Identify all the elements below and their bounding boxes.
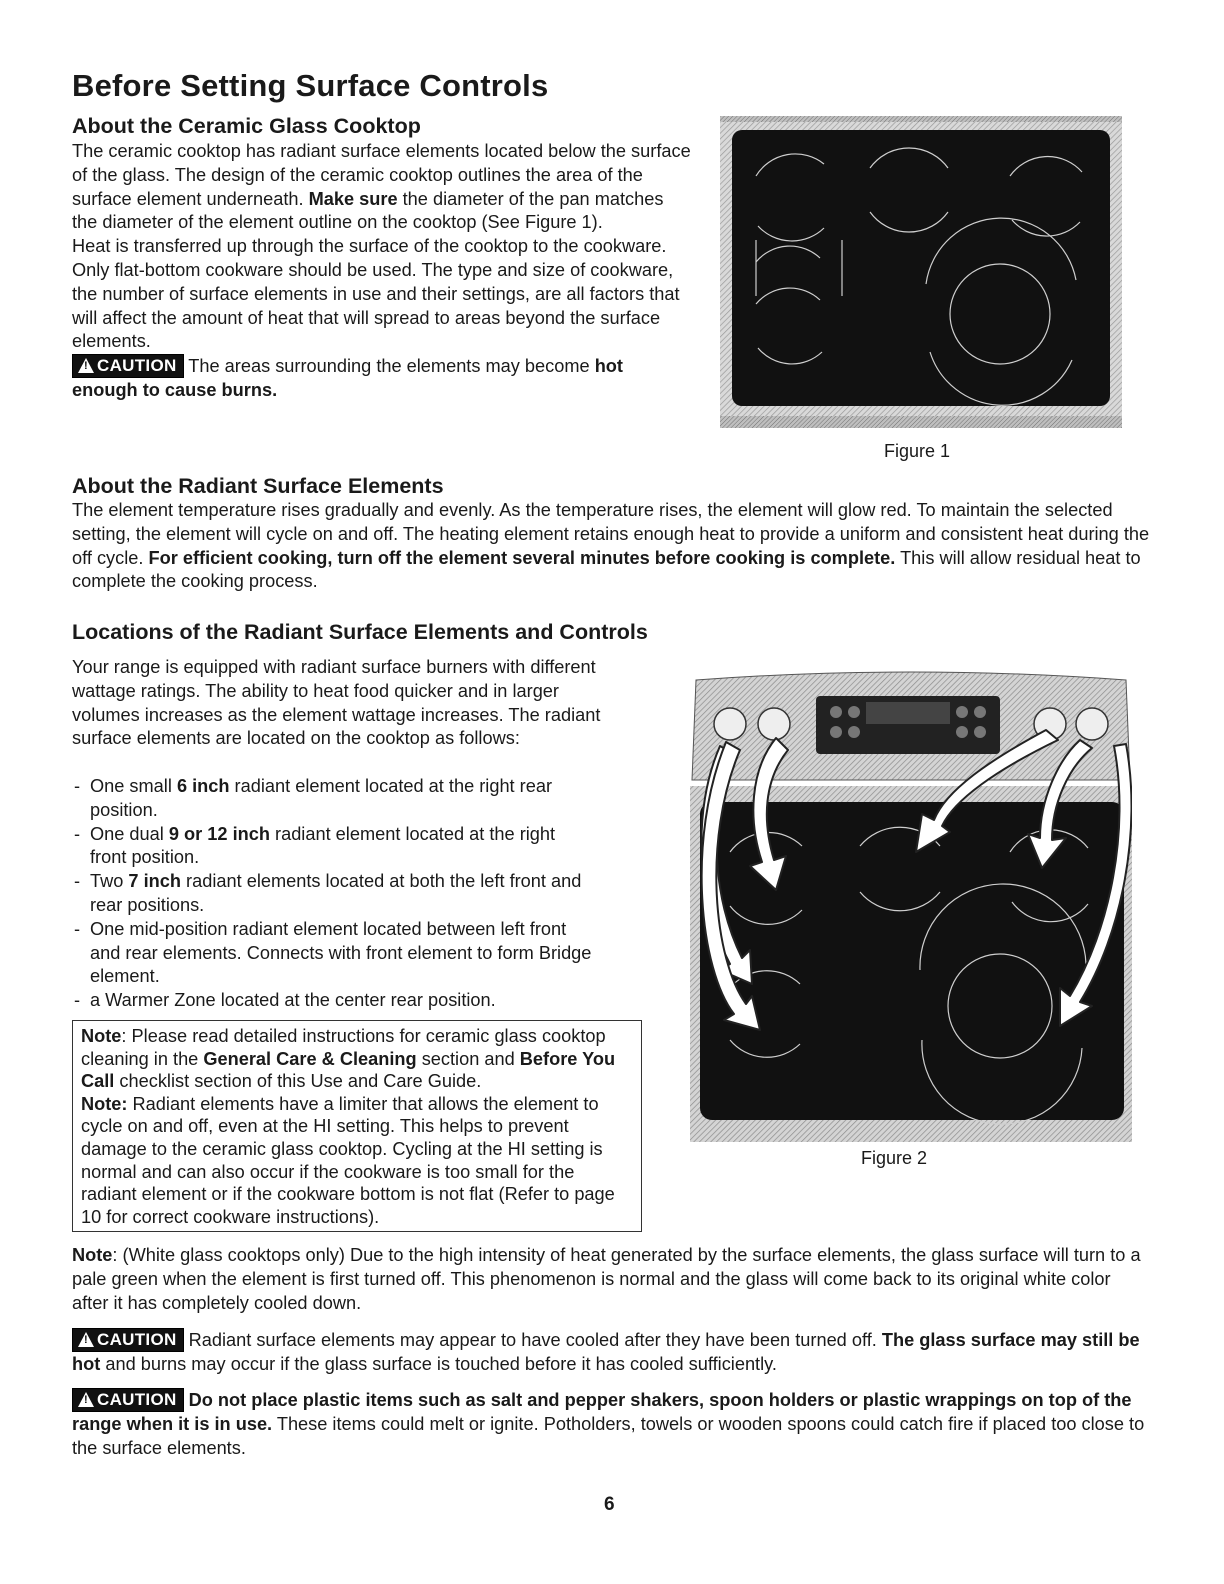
- bold-text: For efficient cooking, turn off the element several minutes before cooking is complete.: [148, 547, 896, 568]
- paragraph-text: This will allow residual heat to complete the cooking process.: [72, 547, 1141, 592]
- warning-icon: [78, 358, 94, 373]
- list-item-bold: 7 inch: [128, 871, 181, 892]
- list-item-bold: 6 inch: [176, 776, 230, 796]
- section-heading-radiant-elements: About the Radiant Surface Elements: [72, 474, 444, 498]
- paragraph-text: the diameter of the pan matches the diameter of the element outline on the cooktop (See Figure 1).: [72, 188, 664, 233]
- list-item-text: Two: [90, 871, 129, 892]
- section-ceramic-cooktop-text: [72, 140, 692, 403]
- list-item-text: One mid-position radiant element located between left front and rear elements. Connects with front element to form Bridge element.: [90, 918, 592, 987]
- caution-bold-text: hot enough to cause burns.: [72, 356, 623, 400]
- warning-icon: [78, 1332, 94, 1347]
- caution-block-hot-surface: [72, 1328, 1152, 1377]
- list-item-text: radiant element located at the right rear position.: [90, 776, 553, 820]
- caution-bold-text: Do not place plastic items such as salt and pepper shakers, spoon holders or plastic wrappings on top of the range when it is in use.: [72, 1390, 1132, 1434]
- element-locations-list: [72, 775, 592, 1013]
- caution-block-plastic-items: [72, 1388, 1152, 1460]
- caution-label: CAUTION: [97, 1390, 177, 1409]
- page-title: Before Setting Surface Controls: [72, 68, 549, 103]
- list-item-bold: 9 or 12 inch: [168, 823, 270, 844]
- caution-text: Radiant surface elements may appear to have cooled after they have been turned off.: [183, 1330, 882, 1350]
- list-item-text: One small: [90, 776, 177, 796]
- figure-1-cooktop-image: [720, 116, 1122, 428]
- caution-badge: [72, 354, 184, 378]
- figure-1-caption: Figure 1: [884, 441, 951, 461]
- list-item: [72, 989, 592, 1013]
- paragraph-text: The ceramic cooktop has radiant surface elements located below the surface of the glass. The design of the ceramic cooktop outlines the area of the surface element underneath.: [72, 141, 691, 209]
- list-item: [72, 918, 592, 989]
- list-item: [72, 775, 592, 823]
- paragraph-text: Heat is transferred up through the surface of the cooktop to the cookware. Only flat-bottom cookware should be used. The type and size of cookware, the number of surface elements in use and their settings, are all factors that will affect the amount of heat that will spread to areas beyond the surface elements.: [72, 236, 680, 352]
- list-item-text: One dual: [90, 823, 169, 844]
- caution-badge: [72, 1388, 184, 1412]
- note-label: Note: [81, 1026, 122, 1046]
- caution-text: and burns may occur if the glass surface is touched before it has cooled sufficiently.: [100, 1353, 777, 1374]
- cleaning-note-box: [72, 1020, 642, 1232]
- note-text: : Please read detailed instructions for ceramic glass cooktop cleaning in the: [81, 1026, 606, 1069]
- page-number: 6: [604, 1494, 615, 1515]
- section-heading-ceramic-cooktop: About the Ceramic Glass Cooktop: [72, 114, 421, 138]
- note-text: : (White glass cooktops only) Due to the high intensity of heat generated by the surface elements, the glass surface will turn to a pale green when the element is first turned off. This phenomenon is normal and the glass will come back to its original white color after it has completely cooled down.: [72, 1245, 1141, 1313]
- list-item: [72, 823, 592, 871]
- figure-2-range-image: [690, 670, 1132, 1142]
- caution-label: CAUTION: [97, 1330, 177, 1349]
- caution-text: The areas surrounding the elements may become: [183, 356, 595, 377]
- section-heading-locations: Locations of the Radiant Surface Elements and Controls: [72, 620, 648, 644]
- list-item-text: a Warmer Zone located at the center rear position.: [90, 990, 496, 1011]
- section-locations-intro: Your range is equipped with radiant surface burners with different wattage ratings. The ability to heat food quicker and in larger volumes increases as the element wattage increases. The radiant surface elements are located on the cooktop as follows:: [72, 657, 601, 749]
- list-item: [72, 870, 592, 918]
- figure-2-caption: Figure 2: [861, 1148, 928, 1168]
- note-text: checklist section of this Use and Care Guide.: [114, 1071, 482, 1092]
- bold-text: Make sure: [308, 188, 398, 209]
- caution-label: CAUTION: [97, 356, 177, 376]
- list-item-text: radiant element located at the right front position.: [90, 823, 556, 868]
- note-bold: General Care & Cleaning: [203, 1048, 417, 1069]
- note-bold: Before You Call: [81, 1048, 616, 1092]
- caution-bold-text: The glass surface may still be hot: [72, 1330, 1140, 1374]
- paragraph-text: The element temperature rises gradually and evenly. As the temperature rises, the element will glow red. To maintain the selected setting, the element will cycle on and off. The heating element retains enough heat to provide a uniform and consistent heat during the off cycle.: [72, 500, 1150, 568]
- caution-badge: [72, 1328, 184, 1352]
- note-text: Radiant elements have a limiter that allows the element to cycle on and off, even at the HI setting. This helps to prevent damage to the ceramic glass cooktop. Cycling at the HI setting is normal and can also occur if the cookware is too small for the radiant element or if the cookware bottom is not flat (Refer to page 10 for correct cookware instructions).: [81, 1093, 615, 1227]
- note-label: Note: [72, 1245, 113, 1265]
- note-text: section and: [416, 1048, 520, 1069]
- list-item-text: radiant elements located at both the left front and rear positions.: [90, 871, 582, 915]
- white-glass-note: [72, 1244, 1152, 1315]
- caution-text: These items could melt or ignite. Potholders, towels or wooden spoons could catch fire if placed too close to the surface elements.: [72, 1413, 1145, 1458]
- warning-icon: [78, 1392, 94, 1407]
- section-radiant-elements-text: [72, 499, 1152, 594]
- note-label: Note:: [81, 1093, 128, 1114]
